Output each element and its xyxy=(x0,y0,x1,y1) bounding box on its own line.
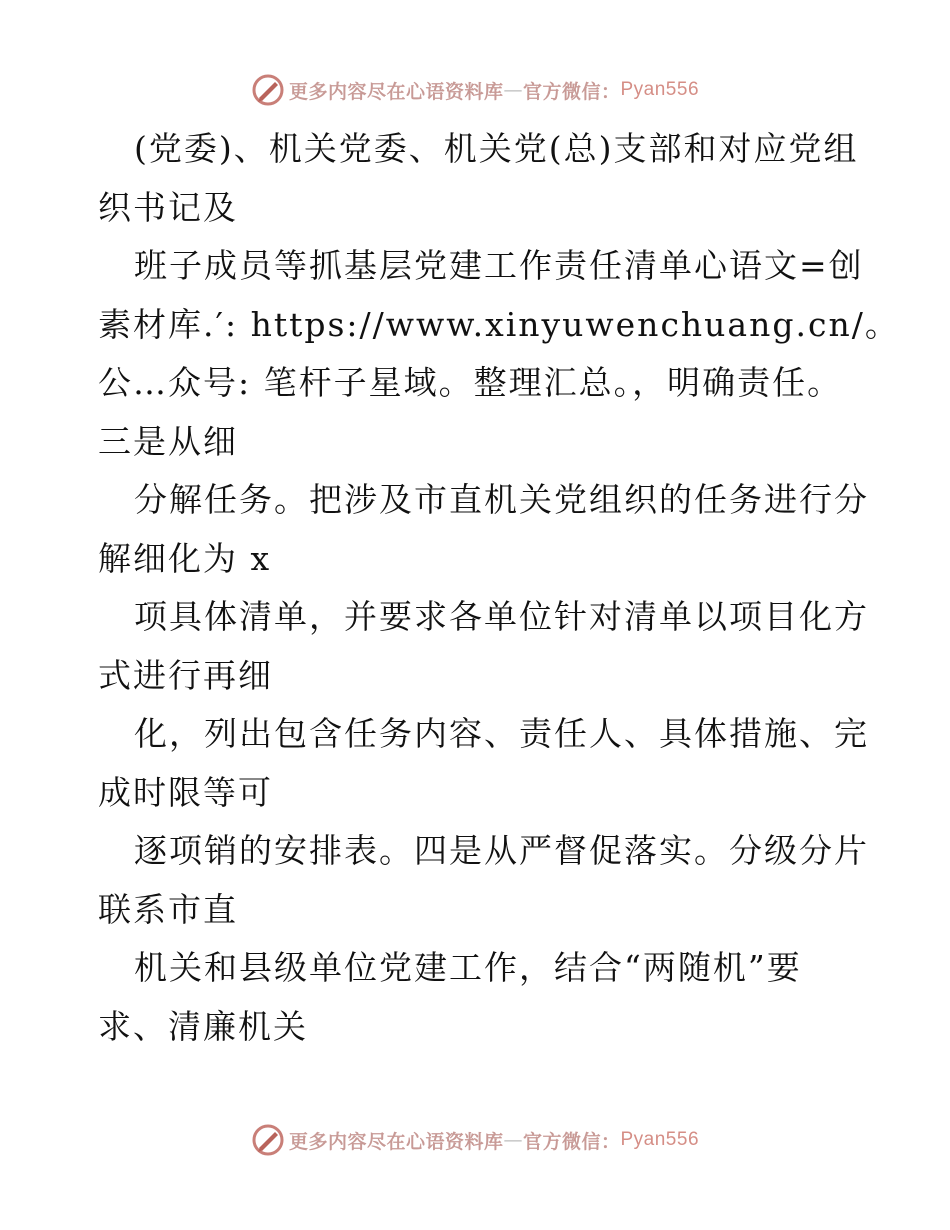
text-line: (党委)、机关党委、机关党(总)支部和对应党组 xyxy=(134,129,859,168)
text-line: 成时限等可 xyxy=(98,772,273,812)
text-line: 式进行再细 xyxy=(98,655,273,695)
text-line: 解细化为 x xyxy=(98,538,272,578)
text-line: 公…众号: 笔杆子星域。整理汇总。，明确责任。 xyxy=(98,363,843,402)
quill-seal-icon xyxy=(251,1123,285,1157)
watermark-text: 更多内容尽在心语资料库 xyxy=(288,1130,504,1153)
text-line: 逐项销的安排表。四是从严督促落实。分级分片 xyxy=(134,831,869,870)
quill-seal-icon xyxy=(251,73,285,107)
wechat-id: Pyan556 xyxy=(620,79,700,100)
header-watermark xyxy=(0,70,950,110)
watermark-text: 更多内容尽在心语资料库 xyxy=(288,80,504,103)
text-line: 班子成员等抓基层党建工作责任清单心语文=创 xyxy=(134,246,864,285)
text-line: 项具体清单，并要求各单位针对清单以项目化方 xyxy=(134,597,869,636)
text-line: 联系市直 xyxy=(98,889,238,929)
text-line: 机关和县级单位党建工作，结合“两随机”要 xyxy=(134,948,802,987)
watermark-separator: — xyxy=(503,1129,523,1151)
text-line: 化，列出包含任务内容、责任人、具体措施、完 xyxy=(134,714,869,753)
text-line: 三是从细 xyxy=(98,421,238,461)
watermark-separator: — xyxy=(503,79,523,101)
wechat-label: 官方微信： xyxy=(522,1130,621,1153)
text-line: 织书记及 xyxy=(98,187,238,227)
footer-watermark xyxy=(0,1120,950,1160)
text-line: 素材库.′: https://www.xinyuwenchuang.cn/。 xyxy=(98,304,900,344)
text-line: 求、清廉机关 xyxy=(98,1006,308,1046)
wechat-id: Pyan556 xyxy=(620,1129,700,1150)
document-body xyxy=(98,120,900,1056)
text-line: 分解任务。把涉及市直机关党组织的任务进行分 xyxy=(134,480,869,519)
wechat-label: 官方微信： xyxy=(522,80,621,103)
